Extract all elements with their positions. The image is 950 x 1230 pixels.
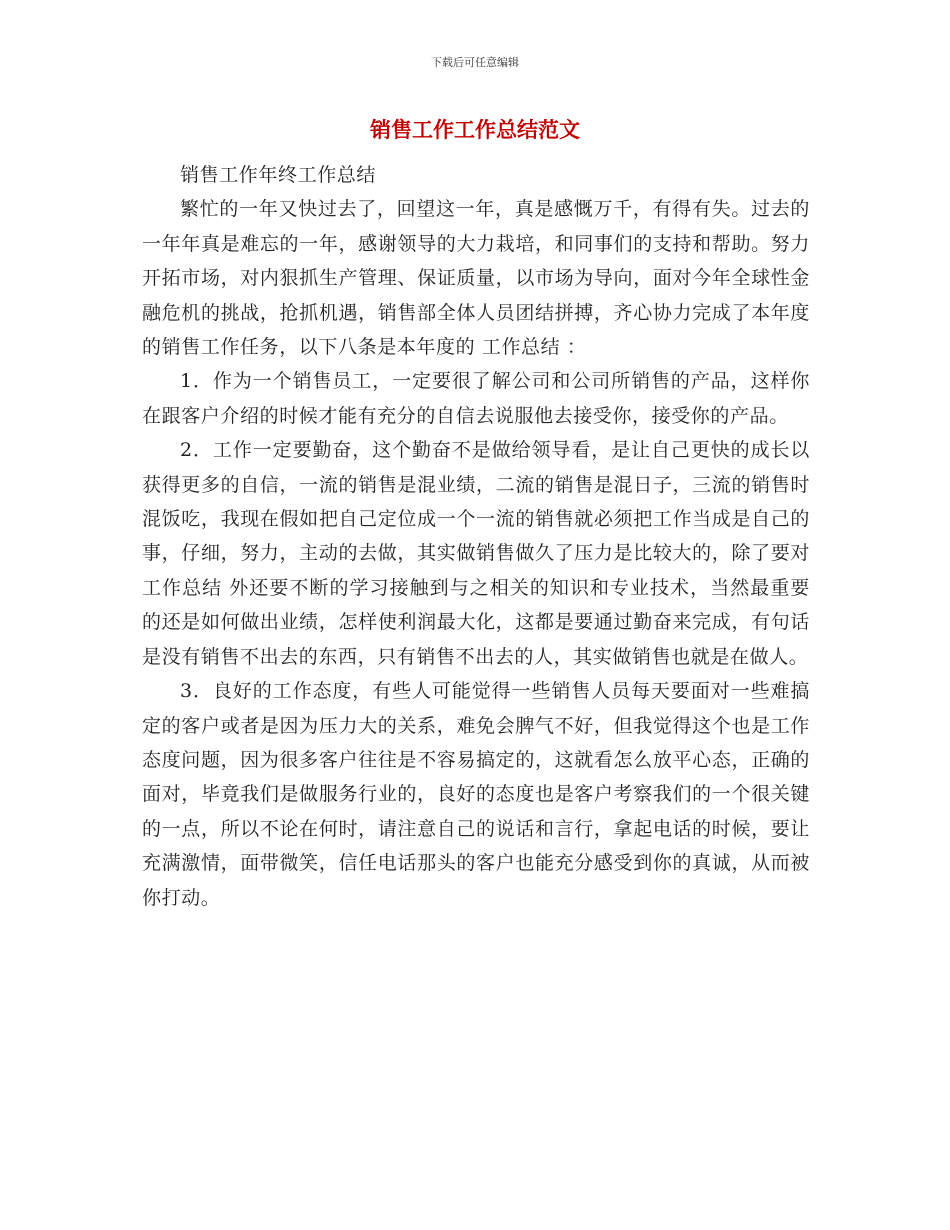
point-3-paragraph: 3．良好的工作态度，有些人可能觉得一些销售人员每天要面对一些难搞定的客户或者是因为压力大的关系，难免会脾气不好，但我觉得这个也是工作态度问题，因为很多客户往往是不容易搞定的，这就看怎么放平心态，正确的面对，毕竟我们是做服务行业的，良好的态度也是客户考察我们的一个很关键的一点，所以不论在何时，请注意自己的说话和言行，拿起电话的时候，要让充满激情，面带微笑，信任电话那头的客户也能充分感受到你的真诚，从而被你打动。 xyxy=(142,680,810,909)
subtitle-paragraph: 销售工作年终工作总结 xyxy=(180,164,377,186)
document-body xyxy=(142,158,810,915)
point-2-paragraph: 2．工作一定要勤奋，这个勤奋不是做给领导看，是让自己更快的成长以获得更多的自信，一流的销售是混业绩，二流的销售是混日子，三流的销售时混饭吃，我现在假如把自己定位成一个一流的销售就必须把工作当成是自己的事，仔细，努力，主动的去做，其实做销售做久了压力是比较大的，除了要对 工作总结 外还要不断的学习接触到与之相关的知识和专业技术，当然最重要的还是如何做出业绩，怎样使利润最大化，这都是要通过勤奋来完成，有句话是没有销售不出去的东西，只有销售不出去的人，其实做销售也就是在做人。 xyxy=(142,439,810,668)
point-1-paragraph: 1．作为一个销售员工，一定要很了解公司和公司所销售的产品，这样你在跟客户介绍的时候才能有充分的自信去说服他去接受你，接受你的产品。 xyxy=(142,370,810,427)
document-title: 销售工作工作总结范文 xyxy=(370,118,580,142)
header-note: 下载后可任意编辑 xyxy=(431,56,519,69)
intro-paragraph: 繁忙的一年又快过去了，回望这一年，真是感慨万千，有得有失。过去的一年年真是难忘的一年，感谢领导的大力栽培，和同事们的支持和帮助。努力开拓市场，对内狠抓生产管理、保证质量，以市场为导向，面对今年全球性金融危机的挑战，抢抓机遇，销售部全体人员团结拼搏，齐心协力完成了本年度的销售工作任务，以下八条是本年度的 工作总结 ： xyxy=(142,198,810,359)
